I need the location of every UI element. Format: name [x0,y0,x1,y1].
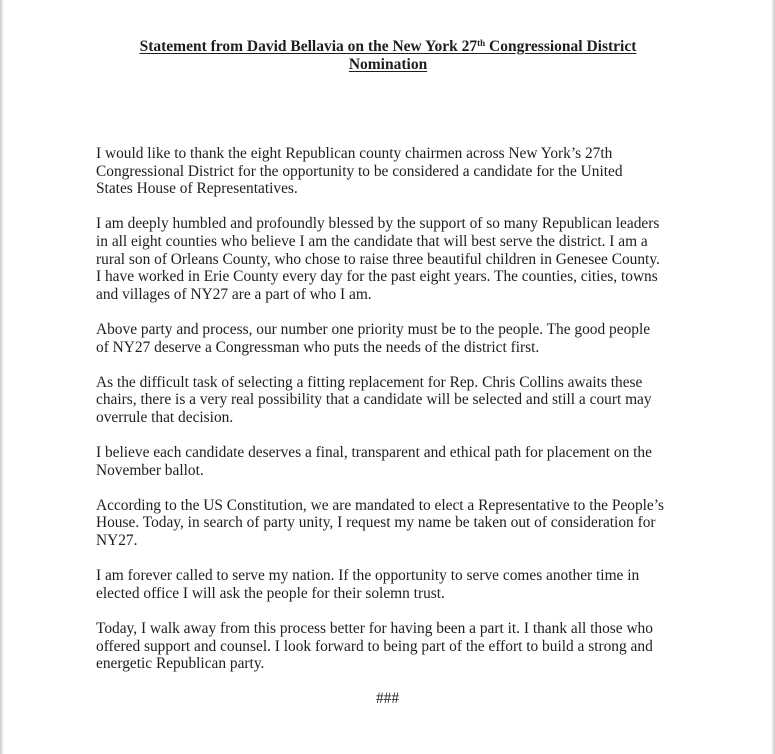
paragraph-line: According to the US Constitution, we are mandated to elect a Representative to the People’s [96,496,665,514]
paragraph-line: in all eight counties who believe I am the candidate that will best serve the district. I am a [96,232,648,250]
statement-paragraph [96,620,692,673]
paragraph-line: Above party and process, our number one priority must be to the people. The good people [96,320,651,338]
paragraph-line: I would like to thank the eight Republican county chairmen across New York’s 27th [96,145,613,162]
statement-paragraph [96,215,692,303]
statement-paragraph [96,497,692,550]
paragraph-line: of NY27 deserve a Congressman who puts the needs of the district first. [96,338,540,356]
statement-paragraph [96,374,692,427]
title-line-2: Nomination [348,56,428,73]
paragraph-line: overrule that decision. [96,408,234,426]
paragraph-line: Today, I walk away from this process better for having been a part it. I thank all those who [96,620,653,638]
statement-paragraph [96,321,692,356]
title-text-continued: Congressional District [485,38,637,55]
statement-body [96,145,692,690]
paragraph-line: chairs, there is a very real possibility that a candidate will be selected and still a court may [96,391,652,409]
statement-title [100,38,676,74]
paragraph-line: rural son of Orleans County, who chose to raise three beautiful children in Genesee County. [96,250,660,268]
paragraph-line: offered support and counsel. I look forward to being part of the effort to build a strong and [96,637,653,655]
paragraph-line: House. Today, in search of party unity, I request my name be taken out of consideration for [96,514,656,532]
paragraph-line: I am forever called to serve my nation. If the opportunity to serve comes another time in [96,567,640,585]
statement-paragraph [96,567,692,602]
paragraph-line: I believe each candidate deserves a final, transparent and ethical path for placement on the [96,444,652,462]
paragraph-line: and villages of NY27 are a part of who I am. [96,285,372,303]
paragraph-line: energetic Republican party. [96,655,265,673]
title-text: Statement from David Bellavia on the New York 27 [139,38,478,55]
paragraph-line: States House of Representatives. [96,180,298,198]
title-superscript: th [477,38,486,48]
paragraph-line: November ballot. [96,461,204,479]
paragraph-line: As the difficult task of selecting a fitting replacement for Rep. Chris Collins awaits these [96,373,643,391]
statement-paragraph [96,444,692,479]
paragraph-line: NY27. [96,532,138,550]
paragraph-line: elected office I will ask the people for their solemn trust. [96,584,445,602]
paragraph-line: Congressional District for the opportunity to be considered a candidate for the United [96,162,623,180]
paragraph-line: I have worked in Erie County every day for the past eight years. The counties, cities, towns [96,268,658,286]
statement-paragraph [96,145,692,198]
paragraph-line: I am deeply humbled and profoundly blessed by the support of so many Republican leaders [96,215,660,233]
end-mark: ### [375,690,400,707]
